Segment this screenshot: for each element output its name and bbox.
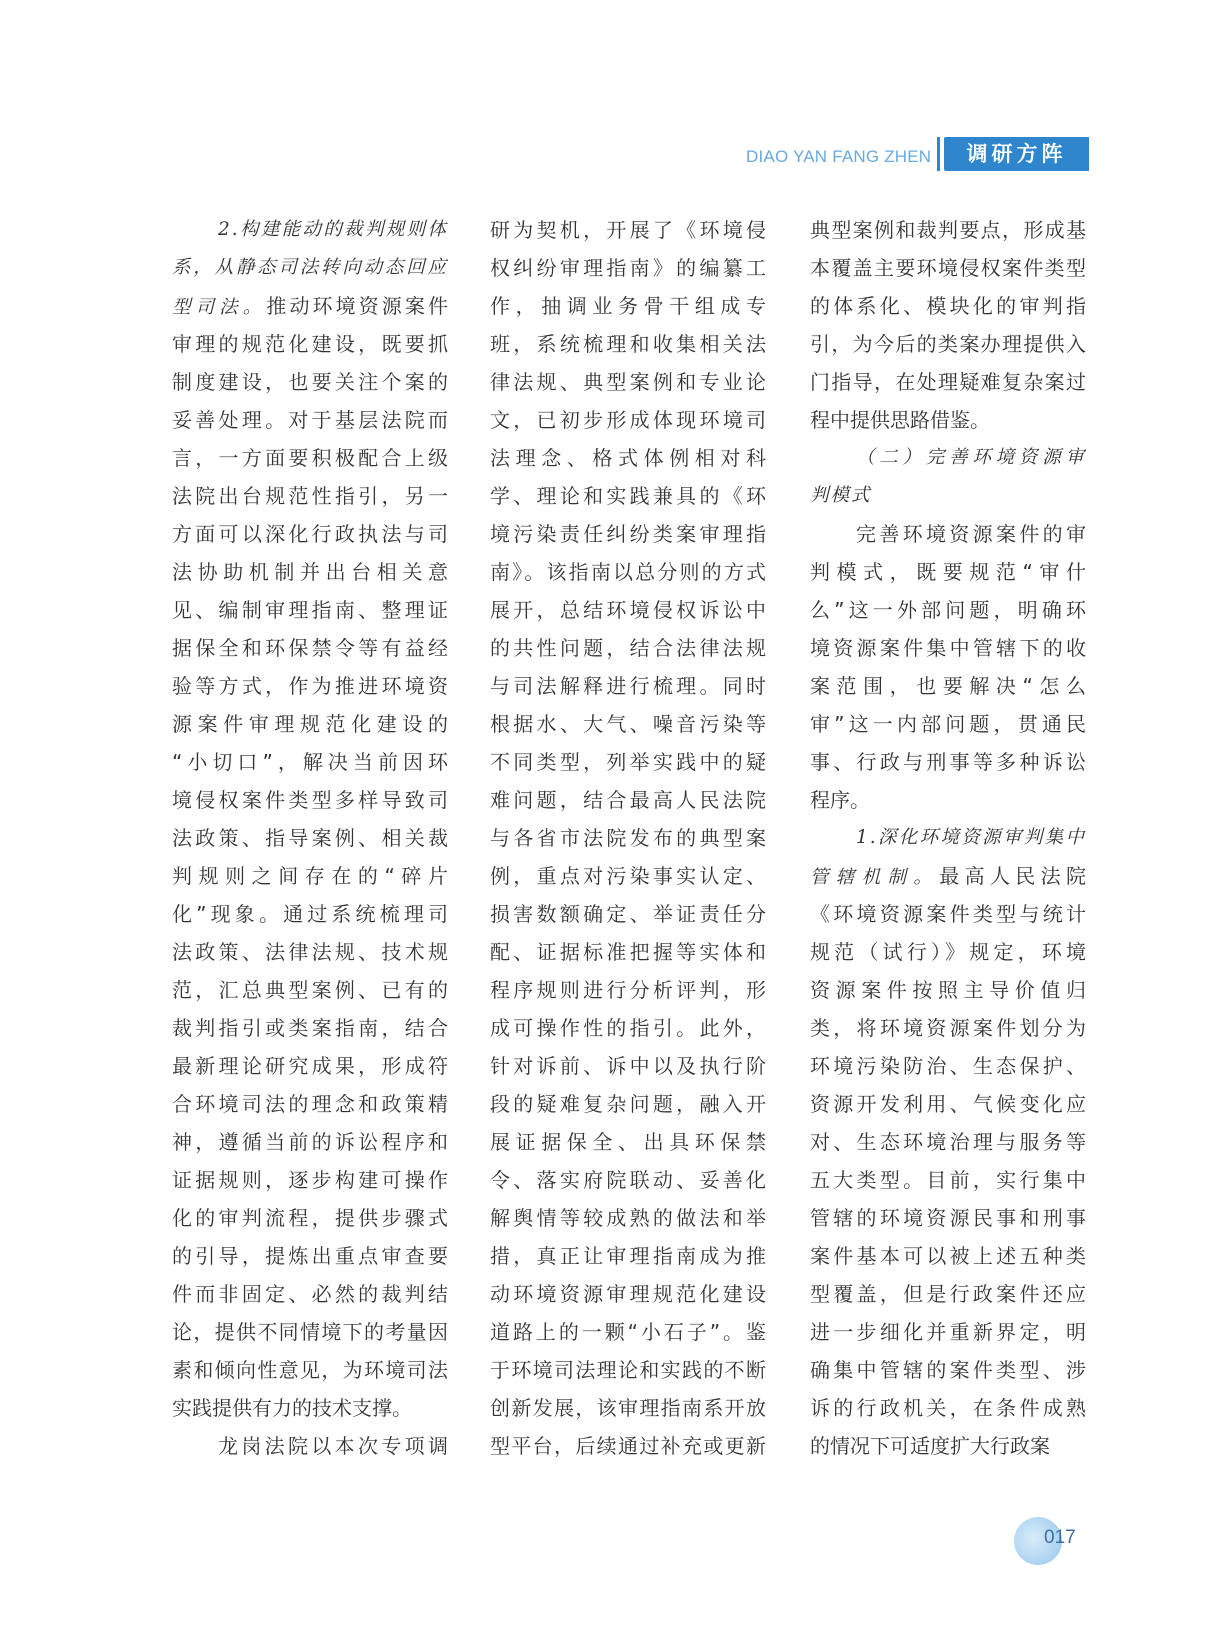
text-line: 令、落实府院联动、妥善化 (490, 1168, 766, 1192)
text-line: 据保全和环保禁令等有益经 (172, 636, 448, 660)
text-line: 验等方式，作为推进环境资 (172, 674, 448, 698)
text-line: 言，一方面要积极配合上级 (172, 446, 448, 470)
subheading-line: 系，从静态司法转向动态回应 (172, 257, 448, 278)
subheading-line: 1.深化环境资源审判集中 (856, 827, 1086, 848)
text-line: 的引导，提炼出重点审查要 (172, 1244, 448, 1268)
text-line: 论，提供不同情境下的考量因 (172, 1320, 448, 1344)
text-line: 法政策、指导案例、相关裁 (172, 826, 448, 850)
section-title-cn: 调研方阵 (966, 142, 1067, 166)
text-line: 作，抽调业务骨干组成专 (490, 294, 766, 318)
text-line: 道路上的一颗“小石子”。鉴 (490, 1320, 766, 1344)
text-line: 源案件审理规范化建设的 (172, 712, 448, 736)
subheading-fragment: 管辖机制。 (810, 867, 940, 888)
text-line: 审”这一内部问题，贯通民 (810, 712, 1086, 736)
text-line: 件而非固定、必然的裁判结 (172, 1282, 448, 1306)
text-line: 素和倾向性意见，为环境司法 (172, 1358, 448, 1382)
text-line: 事、行政与刑事等多种诉讼 (810, 750, 1086, 774)
article-column-3 (810, 211, 1086, 1465)
text-line: 确集中管辖的案件类型、涉 (810, 1358, 1086, 1382)
text-line: 程序规则进行分析评判，形 (490, 978, 766, 1002)
text-line: 创新发展，该审理指南系开放 (490, 1396, 766, 1420)
text-line: 本覆盖主要环境侵权案件类型 (810, 256, 1086, 280)
text-line: 进一步细化并重新界定，明 (810, 1320, 1086, 1344)
subheading-line: 判模式 (810, 485, 872, 506)
text-line: 判模式，既要规范“审什 (810, 560, 1086, 584)
text-line: 神，遵循当前的诉讼程序和 (172, 1130, 448, 1154)
text-line: 诉的行政机关，在条件成熟 (810, 1396, 1086, 1420)
text-line: 证据规则，逐步构建可操作 (172, 1168, 448, 1192)
article-column-1 (172, 211, 448, 1465)
text-line: 化的审判流程，提供步骤式 (172, 1206, 448, 1230)
text-line: 针对诉前、诉中以及执行阶 (490, 1054, 766, 1078)
text-line: 文，已初步形成体现环境司 (490, 408, 766, 432)
text-line: 程序。 (810, 788, 870, 812)
text-line: 措，真正让审理指南成为推 (490, 1244, 766, 1268)
subheading-fragment: 型司法。 (172, 297, 267, 318)
text-line: 见、编制审理指南、整理证 (172, 598, 448, 622)
text-line: 制度建设，也要关注个案的 (172, 370, 448, 394)
text-line: 例，重点对污染事实认定、 (490, 864, 766, 888)
text-line: 管辖的环境资源民事和刑事 (810, 1206, 1086, 1230)
text-line: 难问题，结合最高人民法院 (490, 788, 766, 812)
text-line: 的情况下可适度扩大行政案 (810, 1434, 1050, 1458)
body-fragment: 最高人民法院 (939, 864, 1086, 888)
text-line: 环境污染防治、生态保护、 (810, 1054, 1086, 1078)
page-number-badge (1014, 1517, 1082, 1565)
text-line: 类，将环境资源案件划分为 (810, 1016, 1086, 1040)
text-line: 判规则之间存在的“碎片 (172, 864, 448, 888)
text-line: 法协助机制并出台相关意 (172, 560, 448, 584)
text-line: 法理念、格式体例相对科 (490, 446, 766, 470)
text-line: 学、理论和实践兼具的《环 (490, 484, 766, 508)
text-line: 境资源案件集中管辖下的收 (810, 636, 1086, 660)
text-line (810, 857, 1086, 895)
text-line: 典型案例和裁判要点，形成基 (810, 218, 1086, 242)
section-title-badge (944, 137, 1089, 171)
text-line: 解舆情等较成熟的做法和举 (490, 1206, 766, 1230)
page-number: 017 (1044, 1527, 1076, 1548)
text-line: 范，汇总典型案例、已有的 (172, 978, 448, 1002)
text-line: 裁判指引或类案指南，结合 (172, 1016, 448, 1040)
section-title-en: DIAO YAN FANG ZHEN (746, 147, 932, 166)
text-line: 五大类型。目前，实行集中 (810, 1168, 1086, 1192)
text-line: 资源案件按照主导价值归 (810, 978, 1086, 1002)
text-line: 展开，总结环境侵权诉讼中 (490, 598, 766, 622)
text-line: “小切口”，解决当前因环 (172, 750, 448, 774)
text-line: 引，为今后的类案办理提供入 (810, 332, 1086, 356)
text-line: 配、证据标准把握等实体和 (490, 940, 766, 964)
text-line: 法院出台规范性指引，另一 (172, 484, 448, 508)
text-line: 门指导，在处理疑难复杂案过 (810, 370, 1086, 394)
text-line: 案件基本可以被上述五种类 (810, 1244, 1086, 1268)
text-line: 法政策、法律法规、技术规 (172, 940, 448, 964)
text-line: 的体系化、模块化的审判指 (810, 294, 1086, 318)
text-line: 展证据保全、出具环保禁 (490, 1130, 766, 1154)
subheading-line: 2.构建能动的裁判规则体 (218, 219, 448, 240)
text-line: 审理的规范化建设，既要抓 (172, 332, 448, 356)
text-line: 实践提供有力的技术支撑。 (172, 1396, 412, 1420)
text-line: 境侵权案件类型多样导致司 (172, 788, 448, 812)
text-line: 境污染责任纠纷类案审理指 (490, 522, 766, 546)
body-fragment: 推动环境资源案件 (266, 294, 448, 318)
text-line: 么”这一外部问题，明确环 (810, 598, 1086, 622)
text-line: 的共性问题，结合法律法规 (490, 636, 766, 660)
text-line: 程中提供思路借鉴。 (810, 408, 990, 432)
text-line: 《环境资源案件类型与统计 (810, 902, 1086, 926)
text-line: 龙岗法院以本次专项调 (218, 1434, 448, 1458)
text-line: 完善环境资源案件的审 (856, 522, 1086, 546)
text-line: 权纠纷审理指南》的编纂工 (490, 256, 766, 280)
text-line: 最新理论研究成果，形成符 (172, 1054, 448, 1078)
text-line (172, 287, 448, 325)
text-line: 妥善处理。对于基层法院而 (172, 408, 448, 432)
text-line: 方面可以深化行政执法与司 (172, 522, 448, 546)
text-line: 根据水、大气、噪音污染等 (490, 712, 766, 736)
text-line: 动环境资源审理规范化建设 (490, 1282, 766, 1306)
text-line: 与司法解释进行梳理。同时 (490, 674, 766, 698)
text-line: 资源开发利用、气候变化应 (810, 1092, 1086, 1116)
text-line: 不同类型，列举实践中的疑 (490, 750, 766, 774)
text-line: 段的疑难复杂问题，融入开 (490, 1092, 766, 1116)
text-line: 损害数额确定、举证责任分 (490, 902, 766, 926)
text-line: 对、生态环境治理与服务等 (810, 1130, 1086, 1154)
text-line: 合环境司法的理念和政策精 (172, 1092, 448, 1116)
text-line: 律法规、典型案例和专业论 (490, 370, 766, 394)
article-column-2 (490, 211, 766, 1465)
text-line: 成可操作性的指引。此外， (490, 1016, 766, 1040)
text-line: 与各省市法院发布的典型案 (490, 826, 766, 850)
subheading-line: （二）完善环境资源审 (856, 447, 1086, 468)
text-line: 班，系统梳理和收集相关法 (490, 332, 766, 356)
text-line: 化”现象。通过系统梳理司 (172, 902, 448, 926)
text-line: 南》。该指南以总分则的方式 (490, 560, 766, 584)
text-line: 研为契机，开展了《环境侵 (490, 218, 766, 242)
text-line: 于环境司法理论和实践的不断 (490, 1358, 766, 1382)
text-line: 规范（试行）》规定，环境 (810, 940, 1086, 964)
text-line: 案范围，也要解决“怎么 (810, 674, 1086, 698)
text-line: 型平台，后续通过补充或更新 (490, 1434, 766, 1458)
text-line: 型覆盖，但是行政案件还应 (810, 1282, 1086, 1306)
